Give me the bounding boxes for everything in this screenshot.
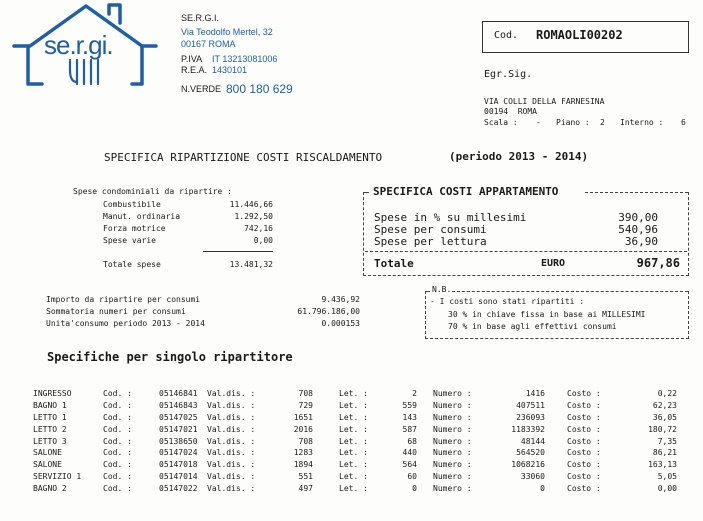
table-row	[33, 435, 677, 447]
cell-label-valdis: Val.dis. :	[207, 471, 256, 481]
document-title: SPECIFICA RIPARTIZIONE COSTI RISCALDAMENTO	[104, 151, 383, 164]
cell-label-valdis: Val.dis. :	[207, 448, 256, 458]
appartamento-total-value: 967,86	[636, 256, 680, 270]
cell-label-cod: Cod. :	[103, 471, 132, 481]
cell-label-valdis: Val.dis. :	[207, 436, 256, 446]
consumi-label: Sommatoria numeri per consumi	[46, 307, 186, 316]
piano-value: 2	[600, 118, 605, 127]
cell-label-costo: Costo :	[567, 471, 601, 481]
cell-label-numero: Numero :	[433, 460, 472, 470]
cell-numero: 407511	[516, 401, 545, 411]
cell-costo: 180,72	[648, 424, 677, 434]
cell-costo: 62,23	[652, 401, 677, 411]
appartamento-item-label: Spese in % su millesimi	[374, 211, 527, 224]
cell-cod: 05147018	[159, 460, 198, 470]
cell-let: 60	[407, 471, 417, 481]
interno-label: Interno :	[620, 118, 664, 127]
table-row	[33, 459, 677, 471]
cell-label-let: Let. :	[339, 424, 368, 434]
cell-cod: 05146841	[159, 389, 198, 399]
spese-item-value: 1.292,50	[234, 212, 273, 221]
cell-label-valdis: Val.dis. :	[207, 424, 256, 434]
rea-label: R.E.A.	[181, 65, 208, 75]
table-row	[33, 447, 677, 459]
cell-label-valdis: Val.dis. :	[207, 389, 256, 399]
cell-label-cod: Cod. :	[103, 401, 132, 411]
consumi-value: 0.000153	[321, 319, 360, 328]
cell-room: LETTO 1	[33, 412, 67, 422]
recipient-street: VIA COLLI DELLA FARNESINA	[484, 97, 605, 106]
cell-label-cod: Cod. :	[103, 483, 132, 493]
cell-label-let: Let. :	[339, 389, 368, 399]
table-row	[33, 400, 677, 412]
cell-cod: 05147021	[159, 424, 198, 434]
appartamento-title: SPECIFICA COSTI APPARTAMENTO	[373, 185, 559, 198]
cell-let: 143	[402, 412, 417, 422]
document-period: (periodo 2013 - 2014)	[449, 150, 589, 163]
cell-cod: 05146843	[159, 401, 198, 411]
cell-numero: 1068216	[511, 460, 545, 470]
scala-label: Scala :	[484, 118, 518, 127]
cell-let: 559	[402, 401, 417, 411]
cell-let: 564	[402, 460, 417, 470]
company-name: SE.R.G.I.	[181, 13, 220, 23]
cell-numero: 0	[540, 483, 545, 493]
cell-numero: 1416	[525, 389, 545, 399]
cell-label-costo: Costo :	[567, 483, 601, 493]
ripartitori-table	[33, 388, 677, 494]
cell-valdis: 1283	[293, 448, 313, 458]
spese-item-value: 11.446,66	[229, 200, 273, 209]
cell-costo: 7,35	[657, 436, 677, 446]
cell-valdis: 551	[298, 471, 313, 481]
appartamento-item-label: Spese per lettura	[374, 235, 487, 248]
cell-label-costo: Costo :	[567, 412, 601, 422]
numero-verde-value: 800 180 629	[226, 82, 293, 96]
scala-value: -	[536, 118, 541, 127]
cell-label-cod: Cod. :	[103, 436, 132, 446]
table-row	[33, 412, 677, 424]
cell-costo: 36,05	[652, 412, 677, 422]
client-code-value: ROMAOLI00202	[536, 28, 623, 42]
recipient-city: 00194 ROMA	[484, 107, 537, 116]
cell-label-numero: Numero :	[433, 483, 472, 493]
nb-box-top-left	[425, 291, 430, 292]
rea-value: 1430101	[212, 65, 248, 75]
cell-room: SERVIZIO 1	[33, 471, 82, 481]
table-row	[33, 482, 677, 494]
spese-heading: Spese condominiali da ripartire :	[73, 187, 232, 196]
appartamento-item-value: 36,90	[624, 235, 658, 248]
company-address: Via Teodolfo Mertel, 32	[181, 27, 273, 37]
cell-label-costo: Costo :	[567, 460, 601, 470]
consumi-value: 9.436,92	[321, 295, 360, 304]
cell-valdis: 1651	[293, 412, 313, 422]
cell-valdis: 1894	[293, 460, 313, 470]
appartamento-total-label: Totale	[374, 257, 414, 270]
cell-room: LETTO 2	[33, 424, 67, 434]
appartamento-item-value: 540,96	[618, 223, 658, 236]
cell-label-cod: Cod. :	[103, 460, 132, 470]
consumi-label: Unita'consumo periodo 2013 - 2014	[46, 319, 205, 328]
cell-label-numero: Numero :	[433, 424, 472, 434]
table-row	[33, 423, 677, 435]
cell-label-numero: Numero :	[433, 412, 472, 422]
nb-line-1: - I costi sono stati ripartiti :	[430, 297, 585, 306]
cell-numero: 564520	[516, 448, 545, 458]
ripartitori-section-title: Specifiche per singolo ripartitore	[47, 350, 293, 364]
spese-item-label: Manut. ordinaria	[103, 212, 181, 221]
spese-item-label: Spese varie	[103, 236, 156, 245]
cell-let: 68	[407, 436, 417, 446]
nb-title: N.B.	[432, 285, 452, 294]
cell-label-numero: Numero :	[433, 448, 472, 458]
cell-label-numero: Numero :	[433, 389, 472, 399]
cell-numero: 33060	[520, 471, 545, 481]
cell-label-cod: Cod. :	[103, 412, 132, 422]
appartamento-currency: EURO	[541, 258, 566, 269]
cell-valdis: 708	[298, 436, 313, 446]
cell-label-costo: Costo :	[567, 424, 601, 434]
cell-label-let: Let. :	[339, 401, 368, 411]
appartamento-box-top-right	[585, 192, 688, 193]
appartamento-item-label: Spese per consumi	[374, 223, 487, 236]
appartamento-divider	[365, 251, 687, 252]
nb-line-2: 30 % in chiave fissa in base ai MILLESIMI	[448, 310, 646, 319]
table-row	[33, 388, 677, 400]
consumi-label: Importo da ripartire per consumi	[46, 295, 201, 304]
piano-label: Piano :	[556, 118, 590, 127]
cell-label-cod: Cod. :	[103, 424, 132, 434]
cell-room: SALONE	[33, 448, 62, 458]
piva-label: P.IVA	[181, 54, 203, 64]
cell-costo: 5,05	[657, 471, 677, 481]
cell-valdis: 729	[298, 401, 313, 411]
spese-item-label: Forza motrice	[103, 224, 166, 233]
cell-let: 587	[402, 424, 417, 434]
cell-let: 0	[412, 483, 417, 493]
appartamento-item-value: 390,00	[618, 211, 658, 224]
cell-cod: 05138650	[159, 436, 198, 446]
cell-cod: 05147022	[159, 483, 198, 493]
cell-label-numero: Numero :	[433, 471, 472, 481]
cell-costo: 86,21	[652, 448, 677, 458]
cell-room: LETTO 3	[33, 436, 67, 446]
cell-label-let: Let. :	[339, 483, 368, 493]
spese-item-value: 0,00	[253, 236, 273, 245]
cell-cod: 05147025	[159, 412, 198, 422]
cell-label-let: Let. :	[339, 436, 368, 446]
cell-numero: 236093	[516, 412, 545, 422]
interno-value: 6	[681, 118, 686, 127]
cell-numero: 48144	[520, 436, 545, 446]
logo-text: se.r.gi.	[44, 30, 113, 60]
cell-valdis: 708	[298, 389, 313, 399]
cell-label-let: Let. :	[339, 460, 368, 470]
cell-label-valdis: Val.dis. :	[207, 483, 256, 493]
cell-valdis: 497	[298, 483, 313, 493]
cell-room: INGRESSO	[33, 389, 72, 399]
cell-label-valdis: Val.dis. :	[207, 460, 256, 470]
company-city: 00167 ROMA	[181, 39, 236, 49]
cell-room: BAGNO 2	[33, 483, 67, 493]
cell-label-numero: Numero :	[433, 436, 472, 446]
cell-let: 440	[402, 448, 417, 458]
client-code-label: Cod.	[494, 30, 519, 41]
spese-item-value: 742,16	[244, 224, 273, 233]
cell-label-cod: Cod. :	[103, 389, 132, 399]
cell-cod: 05147014	[159, 471, 198, 481]
cell-valdis: 2016	[293, 424, 313, 434]
cell-let: 2	[412, 389, 417, 399]
spese-total-value: 13.481,32	[229, 260, 273, 269]
cell-label-costo: Costo :	[567, 389, 601, 399]
spese-divider	[203, 251, 273, 252]
cell-label-cod: Cod. :	[103, 448, 132, 458]
cell-label-numero: Numero :	[433, 401, 472, 411]
cell-cod: 05147024	[159, 448, 198, 458]
cell-label-costo: Costo :	[567, 436, 601, 446]
cell-label-let: Let. :	[339, 412, 368, 422]
recipient-salutation: Egr.Sig.	[484, 69, 533, 80]
spese-item-label: Combustibile	[103, 200, 161, 209]
nb-box-top-right	[452, 291, 688, 292]
cell-label-valdis: Val.dis. :	[207, 401, 256, 411]
cell-label-costo: Costo :	[567, 448, 601, 458]
piva-value: IT 13213081006	[212, 54, 278, 64]
numero-verde-label: N.VERDE	[181, 84, 222, 94]
consumi-value: 61.796.186,00	[297, 307, 360, 316]
cell-numero: 1183392	[511, 424, 545, 434]
cell-label-costo: Costo :	[567, 401, 601, 411]
company-logo	[8, 2, 163, 94]
cell-label-let: Let. :	[339, 448, 368, 458]
cell-room: BAGNO 1	[33, 401, 67, 411]
table-row	[33, 471, 677, 483]
cell-costo: 163,13	[648, 460, 677, 470]
nb-line-3: 70 % in base agli effettivi consumi	[448, 322, 617, 331]
spese-total-label: Totale spese	[103, 260, 161, 269]
cell-label-valdis: Val.dis. :	[207, 412, 256, 422]
cell-label-let: Let. :	[339, 471, 368, 481]
appartamento-box-top-left	[363, 192, 369, 193]
cell-costo: 0,22	[657, 389, 677, 399]
cell-room: SALONE	[33, 460, 62, 470]
cell-costo: 0,00	[657, 483, 677, 493]
